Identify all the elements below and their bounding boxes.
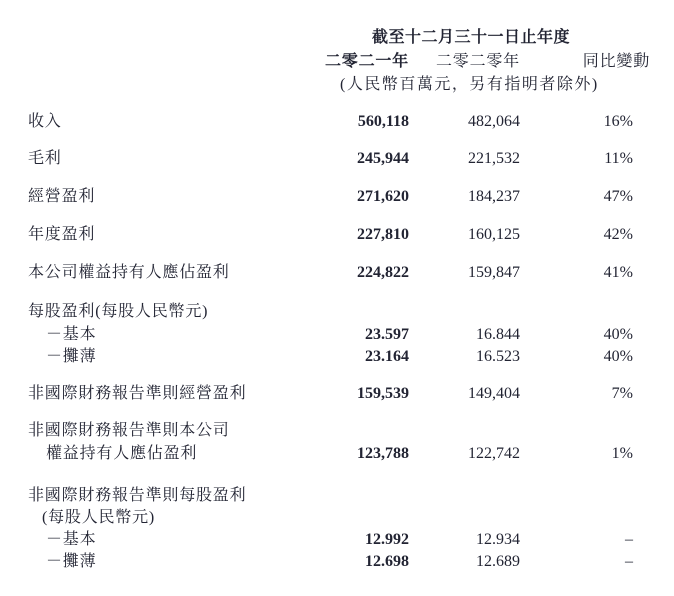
row-label: 收入 [28, 113, 62, 130]
row-label-line1: 非國際財務報告準則本公司 [28, 422, 230, 439]
table-row-nonifrs-eps-basic [28, 531, 650, 549]
table-row-revenue [28, 113, 650, 131]
section-row-eps [28, 303, 650, 321]
value-2021: 159,539 [357, 385, 409, 402]
value-2021: 224,822 [357, 264, 409, 281]
value-change: 40% [603, 326, 633, 343]
value-2021: 12.992 [365, 531, 409, 548]
row-label: 非國際財務報告準則經營盈利 [28, 385, 247, 402]
value-2020: 184,237 [468, 188, 520, 205]
value-change: – [625, 553, 633, 570]
section-row-nonifrs-eps [28, 487, 650, 527]
value-2021: 227,810 [357, 226, 409, 243]
value-2020: 16.523 [476, 348, 520, 365]
value-2021: 560,118 [357, 113, 409, 130]
value-change: 7% [611, 385, 633, 402]
section-label-line2: (每股人民幣元) [42, 509, 156, 526]
value-change: 41% [603, 264, 633, 281]
table-row-nonifrs-operating-profit [28, 385, 650, 403]
value-2020: 12.934 [476, 531, 520, 548]
value-change: 1% [611, 445, 633, 462]
row-label: 毛利 [28, 150, 62, 167]
value-change: 11% [604, 150, 633, 167]
value-2021: 12.698 [365, 553, 409, 570]
period-title: 截至十二月三十一日止年度 [372, 29, 571, 46]
section-label: 每股盈利(每股人民幣元) [28, 303, 209, 320]
table-row-gross-profit [28, 150, 650, 168]
table-row-eps-diluted [28, 348, 650, 366]
column-header-change: 同比變動 [582, 53, 650, 70]
row-label: －基本 [46, 326, 97, 343]
row-label: 經營盈利 [28, 188, 96, 205]
section-label-line1: 非國際財務報告準則每股盈利 [28, 487, 247, 504]
row-label: －攤薄 [46, 348, 97, 365]
value-2020: 482,064 [468, 113, 520, 130]
row-label-line2: 權益持有人應佔盈利 [46, 445, 198, 462]
value-2021: 123,788 [357, 445, 409, 462]
value-2020: 12.689 [476, 553, 520, 570]
row-label: －基本 [46, 531, 97, 548]
table-row-nonifrs-profit-attributable [28, 422, 650, 463]
value-change: – [625, 531, 633, 548]
table-row-eps-basic [28, 326, 650, 344]
value-2021: 271,620 [357, 188, 409, 205]
row-label: 年度盈利 [28, 226, 96, 243]
section-label [28, 487, 650, 527]
value-2020: 159,847 [468, 264, 520, 281]
column-header-2020: 二零二零年 [435, 53, 520, 70]
value-2020: 149,404 [468, 385, 520, 402]
value-change: 47% [603, 188, 633, 205]
row-label: －攤薄 [46, 553, 97, 570]
row-label [28, 422, 319, 463]
column-header-row [28, 53, 650, 71]
value-2021: 23.597 [365, 326, 409, 343]
value-change: 42% [603, 226, 633, 243]
value-2020: 160,125 [468, 226, 520, 243]
table-row-nonifrs-eps-diluted [28, 553, 650, 571]
value-2021: 245,944 [357, 150, 409, 167]
table-row-operating-profit [28, 188, 650, 206]
value-2020: 221,532 [468, 150, 520, 167]
value-change: 40% [603, 348, 633, 365]
table-row-profit-for-year [28, 226, 650, 244]
value-change: 16% [603, 113, 633, 130]
unit-note: (人民幣百萬元，另有指明者除外) [340, 76, 599, 93]
table-row-profit-attributable [28, 264, 650, 282]
value-2020: 122,742 [468, 445, 520, 462]
row-label: 本公司權益持有人應佔盈利 [28, 264, 230, 281]
value-2021: 23.164 [365, 348, 409, 365]
value-2020: 16.844 [476, 326, 520, 343]
column-header-2021: 二零二一年 [324, 53, 409, 70]
